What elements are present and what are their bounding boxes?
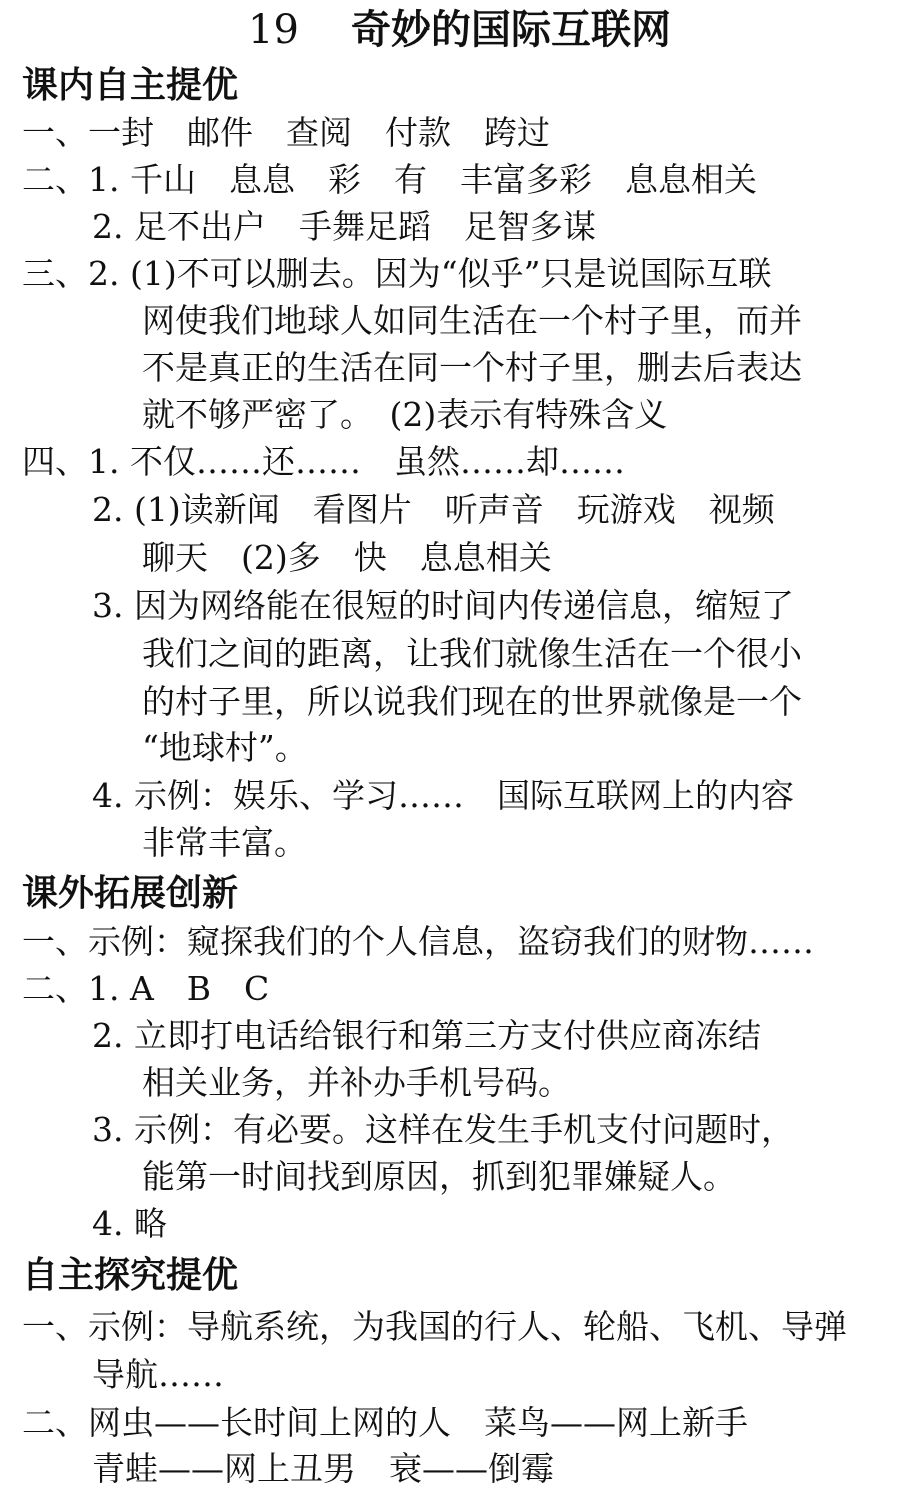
answer-line: 一、示例：窥探我们的个人信息，盗窃我们的财物…… bbox=[22, 922, 814, 961]
section-heading: 自主探究提优 bbox=[22, 1255, 239, 1296]
answer-line: 不是真正的生活在同一个村子里，删去后表达 bbox=[142, 348, 802, 387]
answer-line: 3. 示例：有必要。这样在发生手机支付问题时， bbox=[92, 1110, 794, 1149]
section-heading: 课外拓展创新 bbox=[22, 873, 239, 914]
answer-line: 二、网虫——长时间上网的人 菜鸟——网上新手 bbox=[22, 1403, 748, 1442]
answer-line: 4. 示例：娱乐、学习…… 国际互联网上的内容 bbox=[92, 776, 794, 815]
answer-line: 聊天 (2)多 快 息息相关 bbox=[142, 538, 552, 577]
answer-line: 一、一封 邮件 查阅 付款 跨过 bbox=[22, 113, 550, 152]
answer-line: 我们之间的距离，让我们就像生活在一个很小 bbox=[142, 634, 802, 673]
answer-line: 的村子里，所以说我们现在的世界就像是一个 bbox=[142, 682, 802, 721]
answer-line: “地球村”。 bbox=[142, 728, 308, 767]
answer-line: 2. (1)读新闻 看图片 听声音 玩游戏 视频 bbox=[92, 490, 775, 529]
answer-line: 相关业务，并补办手机号码。 bbox=[142, 1063, 571, 1102]
answer-line: 网使我们地球人如同生活在一个村子里，而并 bbox=[142, 301, 802, 340]
answer-line: 二、1. A B C bbox=[22, 969, 270, 1008]
lesson-title: 奇妙的国际互联网 bbox=[350, 6, 671, 53]
answer-line: 4. 略 bbox=[92, 1204, 167, 1243]
answer-line: 就不够严密了。 (2)表示有特殊含义 bbox=[142, 395, 668, 434]
answer-line: 2. 立即打电话给银行和第三方支付供应商冻结 bbox=[92, 1016, 761, 1055]
answer-line: 三、2. (1)不可以删去。因为“似乎”只是说国际互联 bbox=[22, 254, 772, 293]
answer-line: 二、1. 千山 息息 彩 有 丰富多彩 息息相关 bbox=[22, 160, 757, 199]
section-heading: 课内自主提优 bbox=[22, 65, 239, 106]
answer-line: 青蛙——网上丑男 衰——倒霉 bbox=[92, 1449, 554, 1488]
answer-line: 能第一时间找到原因，抓到犯罪嫌疑人。 bbox=[142, 1157, 736, 1196]
answer-line: 导航…… bbox=[92, 1355, 224, 1394]
answer-line: 一、示例：导航系统，为我国的行人、轮船、飞机、导弹 bbox=[22, 1307, 847, 1346]
lesson-number: 19 bbox=[248, 7, 299, 53]
answer-line: 非常丰富。 bbox=[142, 823, 307, 862]
answer-line: 2. 足不出户 手舞足蹈 足智多谋 bbox=[92, 207, 596, 246]
answer-line: 四、1. 不仅……还…… 虽然……却…… bbox=[22, 442, 625, 481]
page-title bbox=[0, 4, 919, 56]
answer-line: 3. 因为网络能在很短的时间内传递信息，缩短了 bbox=[92, 586, 794, 625]
